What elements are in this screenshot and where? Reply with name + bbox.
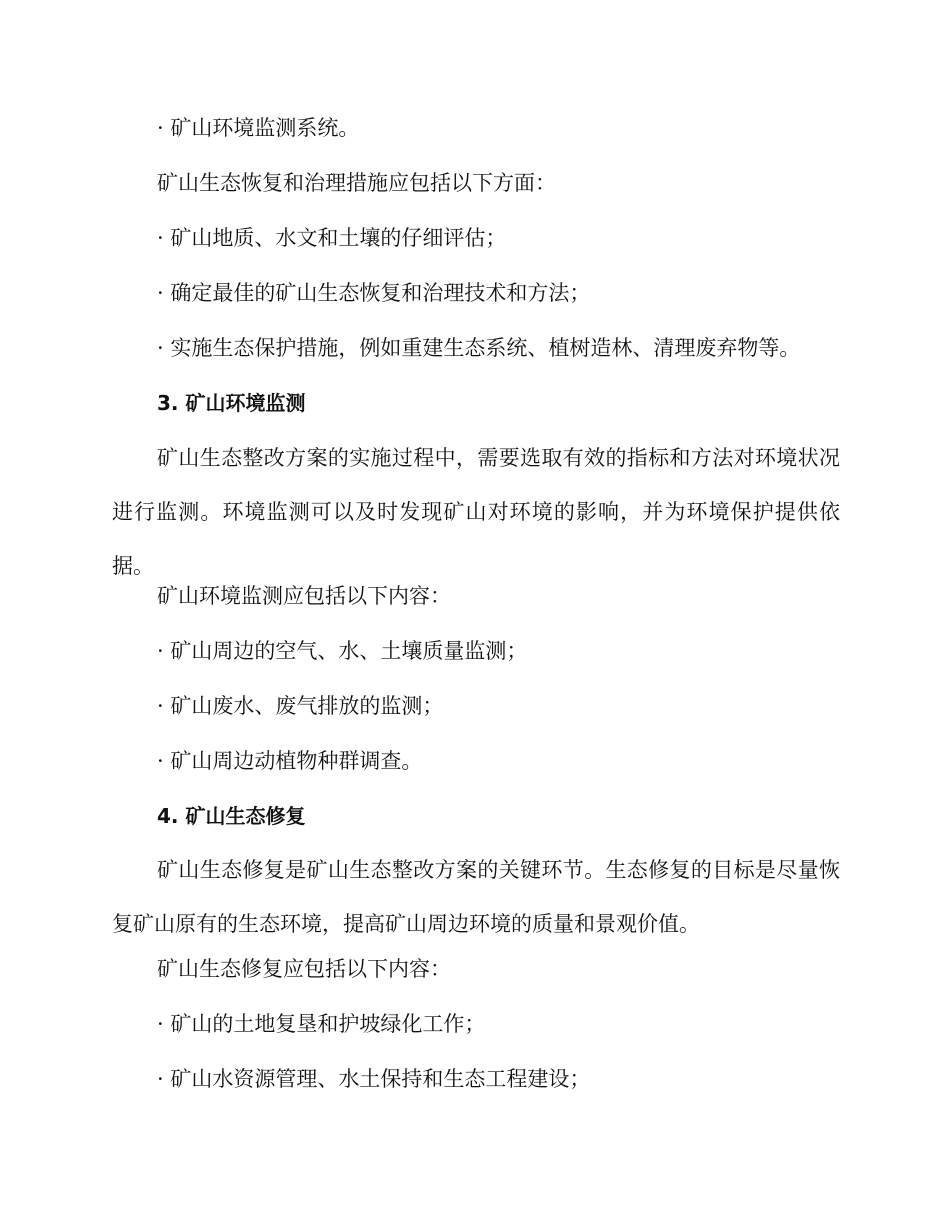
section-4-intro: 矿山生态修复应包括以下内容： (157, 957, 451, 981)
section-3-paragraph: 矿山生态整改方案的实施过程中，需要选取有效的指标和方法对环境状况进行监测。环境监测可以及时发现矿山对环境的影响，并为环境保护提供依据。 (112, 446, 840, 578)
bullet-monitoring-system: · 矿山环境监测系统。 (157, 116, 360, 140)
bullet-water-management: · 矿山水资源管理、水土保持和生态工程建设； (157, 1067, 591, 1091)
recovery-intro: 矿山生态恢复和治理措施应包括以下方面： (157, 171, 556, 195)
section-3-intro: 矿山环境监测应包括以下内容： (157, 584, 451, 608)
bullet-species-survey: · 矿山周边动植物种群调查。 (157, 749, 423, 773)
bullet-land-reclamation: · 矿山的土地复垦和护坡绿化工作； (157, 1012, 486, 1036)
section-3-heading: 3. 矿山环境监测 (157, 391, 306, 415)
section-4-paragraph: 矿山生态修复是矿山生态整改方案的关键环节。生态修复的目标是尽量恢复矿山原有的生态环境，提高矿山周边环境的质量和景观价值。 (112, 858, 840, 936)
bullet-emission-monitoring: · 矿山废水、废气排放的监测； (157, 694, 444, 718)
bullet-assessment: · 矿山地质、水文和土壤的仔细评估； (157, 226, 507, 250)
bullet-protection: · 实施生态保护措施，例如重建生态系统、植树造林、清理废弃物等。 (157, 336, 801, 360)
bullet-technique: · 确定最佳的矿山生态恢复和治理技术和方法； (157, 281, 591, 305)
section-4-heading: 4. 矿山生态修复 (157, 804, 306, 828)
bullet-quality-monitoring: · 矿山周边的空气、水、土壤质量监测； (157, 639, 528, 663)
